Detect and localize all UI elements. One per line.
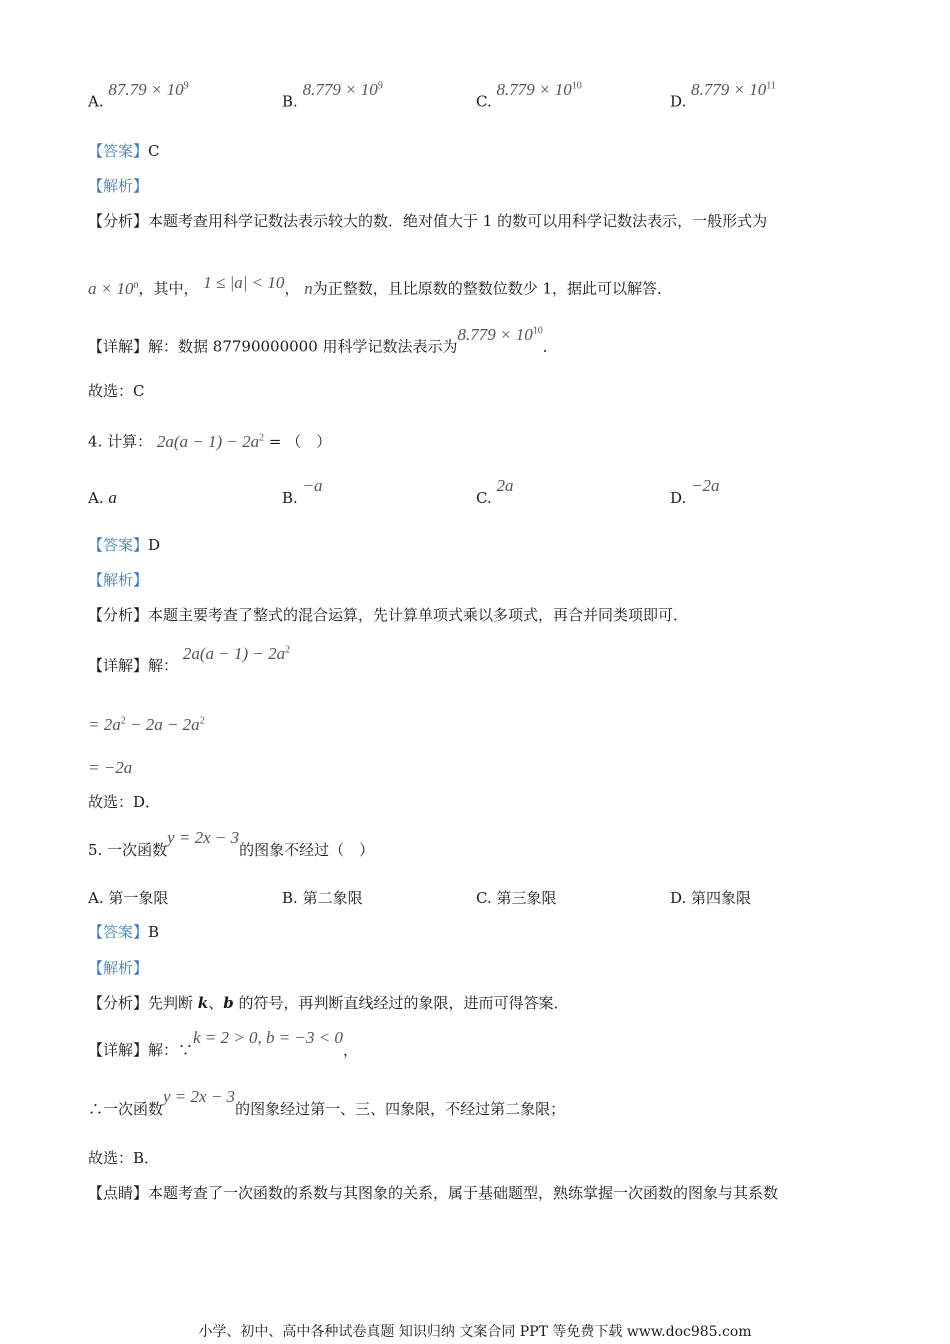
q5-dianjing: 【点睛】本题考查了一次函数的系数与其图象的关系，属于基础题型，熟练掌握一次函数的图象与其系数: [88, 1184, 779, 1202]
q5-therefore: ∴一次函数y = 2x − 3的图象经过第一、三、四象限，不经过第二象限；: [88, 1087, 566, 1118]
q3-option-a: A. $87.79 \times 10^9$: [88, 79, 189, 111]
q5-choose: 故选：B．: [88, 1149, 160, 1167]
q4-step1: = $2a^2 - 2a - 2a^2$: [88, 714, 205, 734]
q4-option-b: B. −a: [282, 476, 323, 507]
q4-detail: 【详解】解： $2a(a - 1) - 2a^2$: [88, 643, 291, 675]
q5-stem: 5. 一次函数y = 2x − 3的图象不经过（ ）: [88, 828, 375, 859]
q3-choose: 故选：C: [88, 382, 145, 400]
q3-jiexi: 【解析】: [88, 177, 149, 195]
q3-option-d: D. $8.779 \times 10^{11}$: [670, 79, 776, 111]
q5-fenxi: 【分析】先判断 k、b 的符号，再判断直线经过的象限，进而可得答案．: [88, 994, 569, 1012]
q4-option-c: C. 2a: [476, 476, 514, 507]
q4-stem: 4. 计算： $2a(a - 1) - 2a^2$ = （ ）: [88, 431, 332, 451]
q5-answer: 【答案】B: [88, 923, 160, 941]
q3-fenxi: 【分析】本题考查用科学记数法表示较大的数．绝对值大于 1 的数可以用科学记数法表示，一般形式为: [88, 212, 768, 230]
q3-fenxi-cont: $a \times 10^n$，其中， 1 ≤ |a| < 10， n为正整数，且比原数的整数位数少 1，据此可以解答．: [88, 272, 673, 298]
q4-fenxi: 【分析】本题主要考查了整式的混合运算，先计算单项式乘以多项式，再合并同类项即可．: [88, 606, 689, 624]
q3-option-c: C. $8.779 \times 10^{10}$: [476, 79, 582, 111]
q4-jiexi: 【解析】: [88, 571, 149, 589]
q4-step2: = −2a: [88, 758, 133, 777]
q4-option-d: D. −2a: [670, 476, 720, 507]
q3-option-b: B. $8.779 \times 10^9$: [282, 79, 383, 111]
q4-choose: 故选：D．: [88, 793, 161, 811]
q4-option-a: A. a: [88, 488, 117, 507]
q5-detail: 【详解】解：∵k = 2 > 0, b = −3 < 0，: [88, 1028, 358, 1059]
q3-answer: 【答案】C: [88, 142, 160, 160]
q3-detail: 【详解】解：数据 87790000000 用科学记数法表示为$8.779 \times 10^{10}$．: [88, 324, 558, 356]
q5-option-c: C. 第三象限: [476, 889, 557, 907]
q5-option-b: B. 第二象限: [282, 889, 363, 907]
q5-option-a: A. 第一象限: [88, 889, 169, 907]
page-footer: 小学、初中、高中各种试卷真题 知识归纳 文案合同 PPT 等免费下载 www.doc985.com: [198, 1324, 752, 1340]
q4-answer: 【答案】D: [88, 536, 161, 554]
q5-jiexi: 【解析】: [88, 959, 149, 977]
q5-option-d: D. 第四象限: [670, 889, 752, 907]
